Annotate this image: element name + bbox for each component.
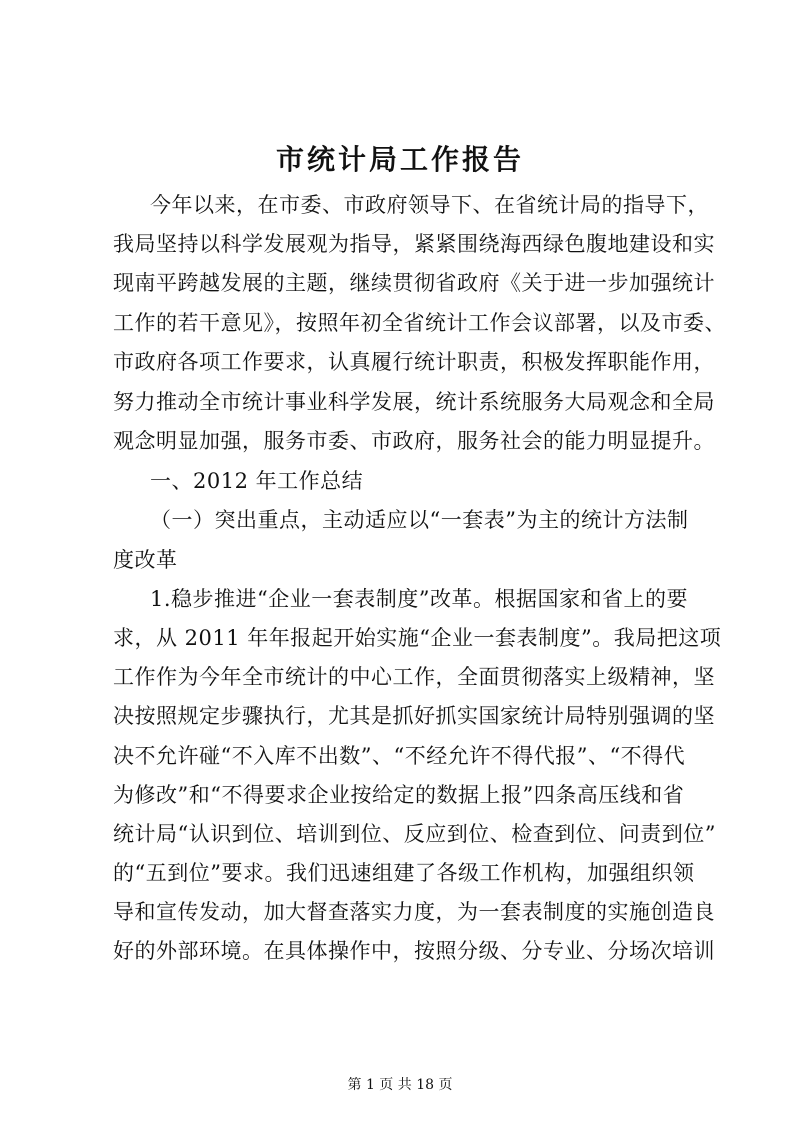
body-line: 工作的若干意见》，按照年初全省统计工作会议部署，以及市委、	[113, 311, 726, 335]
body-line: 统计局“认识到位、培训到位、反应到位、检查到位、问责到位”	[113, 822, 716, 846]
body-line: 今年以来，在市委、市政府领导下、在省统计局的指导下，	[150, 193, 709, 217]
body-line: 导和宣传发动，加大督查落实力度，为一套表制度的实施创造良	[113, 900, 715, 924]
section-heading: 一、2012 年工作总结	[150, 469, 364, 493]
body-line: 我局坚持以科学发展观为指导，紧紧围绕海西绿色腹地建设和实	[113, 232, 715, 256]
body-line: 1.稳步推进“企业一套表制度”改革。根据国家和省上的要	[150, 587, 689, 611]
subsection-heading: （一）突出重点，主动适应以“一套表”为主的统计方法制	[150, 508, 689, 532]
body-line: 的“五到位”要求。我们迅速组建了各级工作机构，加强组织领	[113, 861, 695, 885]
page-title: 市统计局工作报告	[275, 143, 524, 176]
body-line: 决不允许碰“不入库不出数”、“不经允许不得代报”、“不得代	[113, 744, 686, 768]
body-line: 观念明显加强，服务市委、市政府，服务社会的能力明显提升。	[113, 429, 715, 453]
body-line: 现南平跨越发展的主题，继续贯彻省政府《关于进一步加强统计	[113, 271, 715, 295]
body-line: 努力推动全市统计事业科学发展，统计系统服务大局观念和全局	[113, 390, 715, 414]
body-line: 工作作为今年全市统计的中心工作，全面贯彻落实上级精神，坚	[113, 665, 715, 689]
body-line: 市政府各项工作要求，认真履行统计职责，积极发挥职能作用，	[113, 350, 715, 374]
body-line: 求，从 2011 年年报起开始实施“企业一套表制度”。我局把这项	[113, 626, 722, 650]
subsection-heading-cont: 度改革	[113, 548, 178, 572]
page-number: 第 1 页 共 18 页	[347, 1077, 453, 1093]
body-line: 好的外部环境。在具体操作中，按照分级、分专业、分场次培训	[113, 939, 715, 963]
body-line: 为修改”和“不得要求企业按给定的数据上报”四条高压线和省	[113, 783, 685, 807]
body-line: 决按照规定步骤执行，尤其是抓好抓实国家统计局特别强调的坚	[113, 704, 715, 728]
